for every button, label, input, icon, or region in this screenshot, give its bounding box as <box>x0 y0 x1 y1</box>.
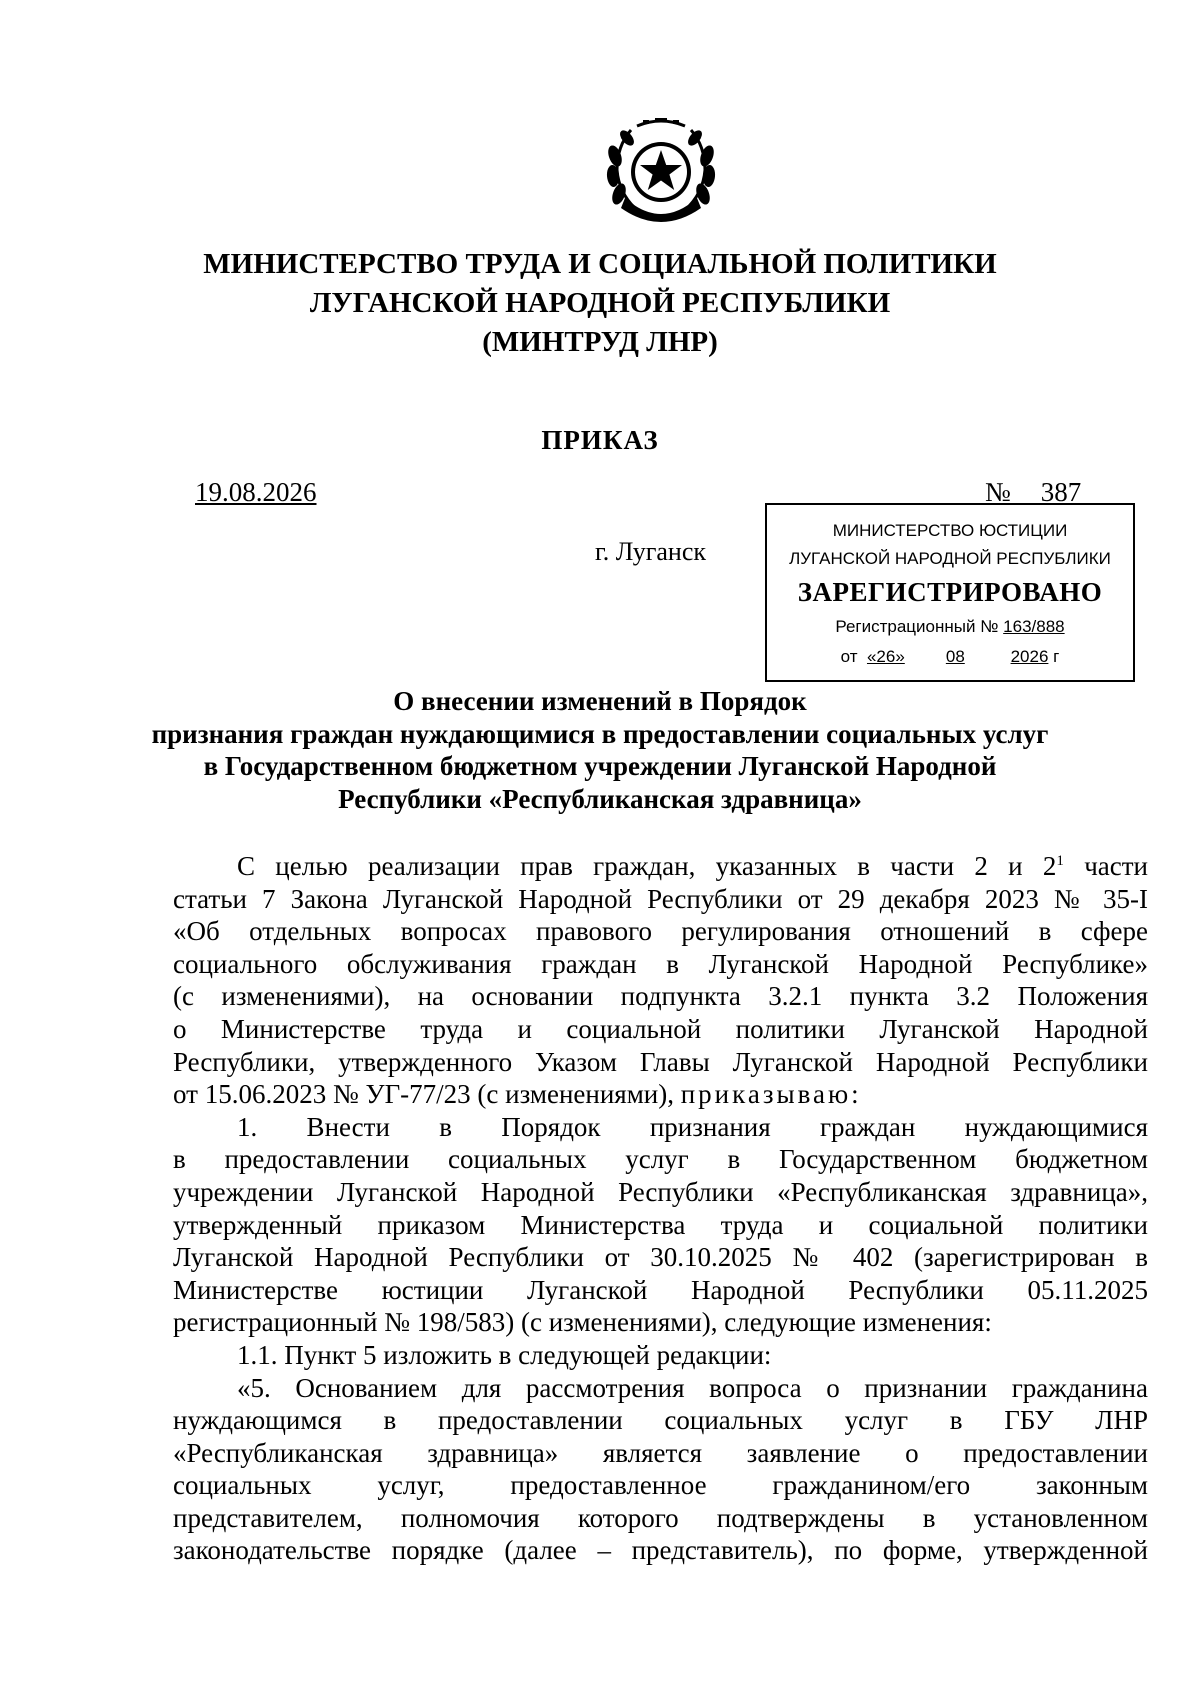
body-line: регистрационный № 198/583) (с изменениями), следующие изменения: <box>173 1307 992 1338</box>
stamp-reg-number <box>767 617 1133 637</box>
body-line: нуждающимся в предоставлении социальных услуг в ГБУ ЛНР <box>173 1405 1148 1436</box>
text-segment: от 15.06.2023 № УГ-77/23 (с изменениями), <box>173 1079 681 1110</box>
body-line: «Об отдельных вопросах правового регулирования отношений в сфере <box>173 916 1148 947</box>
subject-line3: в Государственном бюджетном учреждении Луганской Народной <box>203 751 997 781</box>
body-line: учреждении Луганской Народной Республики «Республиканская здравница», <box>173 1176 1148 1207</box>
order-verb: приказываю: <box>680 1079 862 1110</box>
order-body <box>173 850 1148 1567</box>
body-line: «Республиканская здравница» является заявление о предоставлении <box>173 1437 1148 1468</box>
body-line: статьи 7 Закона Луганской Народной Республики от 29 декабря 2023 № 35-I <box>173 883 1148 914</box>
stamp-year: 2026 <box>1010 647 1049 666</box>
stamp-status: ЗАРЕГИСТРИРОВАНО <box>797 577 1103 607</box>
order-number-value: 387 <box>1040 477 1082 507</box>
order-date <box>173 477 332 508</box>
stamp-day: «26» <box>866 647 905 666</box>
body-line: Министерстве юстиции Луганской Народной Республики 05.11.2025 <box>173 1274 1148 1305</box>
stamp-reg-value: 163/888 <box>1003 617 1065 636</box>
document-type: ПРИКАЗ <box>541 425 659 455</box>
body-line: Республики, утвержденного Указом Главы Луганской Народной Республики <box>173 1046 1148 1077</box>
number-sign: № <box>985 477 1011 507</box>
body-line: социального обслуживания граждан в Луганской Народной Республике» <box>173 948 1148 979</box>
stamp-line1: МИНИСТЕРСТВО ЮСТИЦИИ <box>832 521 1068 540</box>
subject-line4: Республики «Республиканская здравница» <box>338 783 862 814</box>
stamp-from-label: от <box>840 647 858 666</box>
subject-line2: признания граждан нуждающимися в предоставлении социальных услуг <box>151 718 1049 749</box>
order-subject <box>0 685 1200 815</box>
text-segment: части <box>1063 851 1149 881</box>
body-line <box>173 1078 1148 1111</box>
ministry-name-line2: ЛУГАНСКОЙ НАРОДНОЙ РЕСПУБЛИКИ <box>309 287 891 319</box>
state-emblem-icon <box>603 112 719 228</box>
ministry-abbreviation: (МИНТРУД ЛНР) <box>482 326 718 358</box>
body-line: «5. Основанием для рассмотрения вопроса о признании гражданина <box>237 1372 1148 1403</box>
subject-line1: О внесении изменений в Порядок <box>393 686 807 716</box>
registration-stamp <box>765 503 1135 682</box>
ministry-name-line1: МИНИСТЕРСТВО ТРУДА И СОЦИАЛЬНОЙ ПОЛИТИКИ <box>203 248 997 280</box>
body-line: 1.1. Пункт 5 изложить в следующей редакции: <box>237 1339 772 1370</box>
superscript: 1 <box>1056 853 1064 869</box>
stamp-reg-date <box>767 647 1133 667</box>
stamp-month: 08 <box>945 647 965 666</box>
body-line: о Министерстве труда и социальной политики Луганской Народной <box>173 1013 1148 1044</box>
body-line: в предоставлении социальных услуг в Государственном бюджетном <box>173 1144 1148 1175</box>
order-date-value: 19.08.2026 <box>195 477 317 507</box>
body-line: Луганской Народной Республики от 30.10.2025 № 402 (зарегистрирован в <box>173 1242 1148 1273</box>
body-line: законодательстве порядке (далее – представитель), по форме, утвержденной <box>173 1535 1148 1566</box>
text-segment: С целью реализации прав граждан, указанных в части 2 и 2 <box>237 851 1057 881</box>
body-line <box>173 850 1148 883</box>
body-line: представителем, полномочия которого подтверждены в установленном <box>173 1502 1148 1533</box>
body-line: утвержденный приказом Министерства труда и социальной политики <box>173 1209 1148 1240</box>
stamp-year-suffix: г <box>1053 647 1060 666</box>
stamp-line2: ЛУГАНСКОЙ НАРОДНОЙ РЕСПУБЛИКИ <box>789 549 1111 568</box>
body-line: социальных услуг, предоставленное гражданином/его законным <box>173 1470 1148 1501</box>
city: г. Луганск <box>595 537 707 566</box>
body-line: 1. Внести в Порядок признания граждан нуждающимися <box>237 1111 1148 1142</box>
stamp-reg-label: Регистрационный № <box>835 617 999 636</box>
body-line: (с изменениями), на основании подпункта 3.2.1 пункта 3.2 Положения <box>173 981 1148 1012</box>
